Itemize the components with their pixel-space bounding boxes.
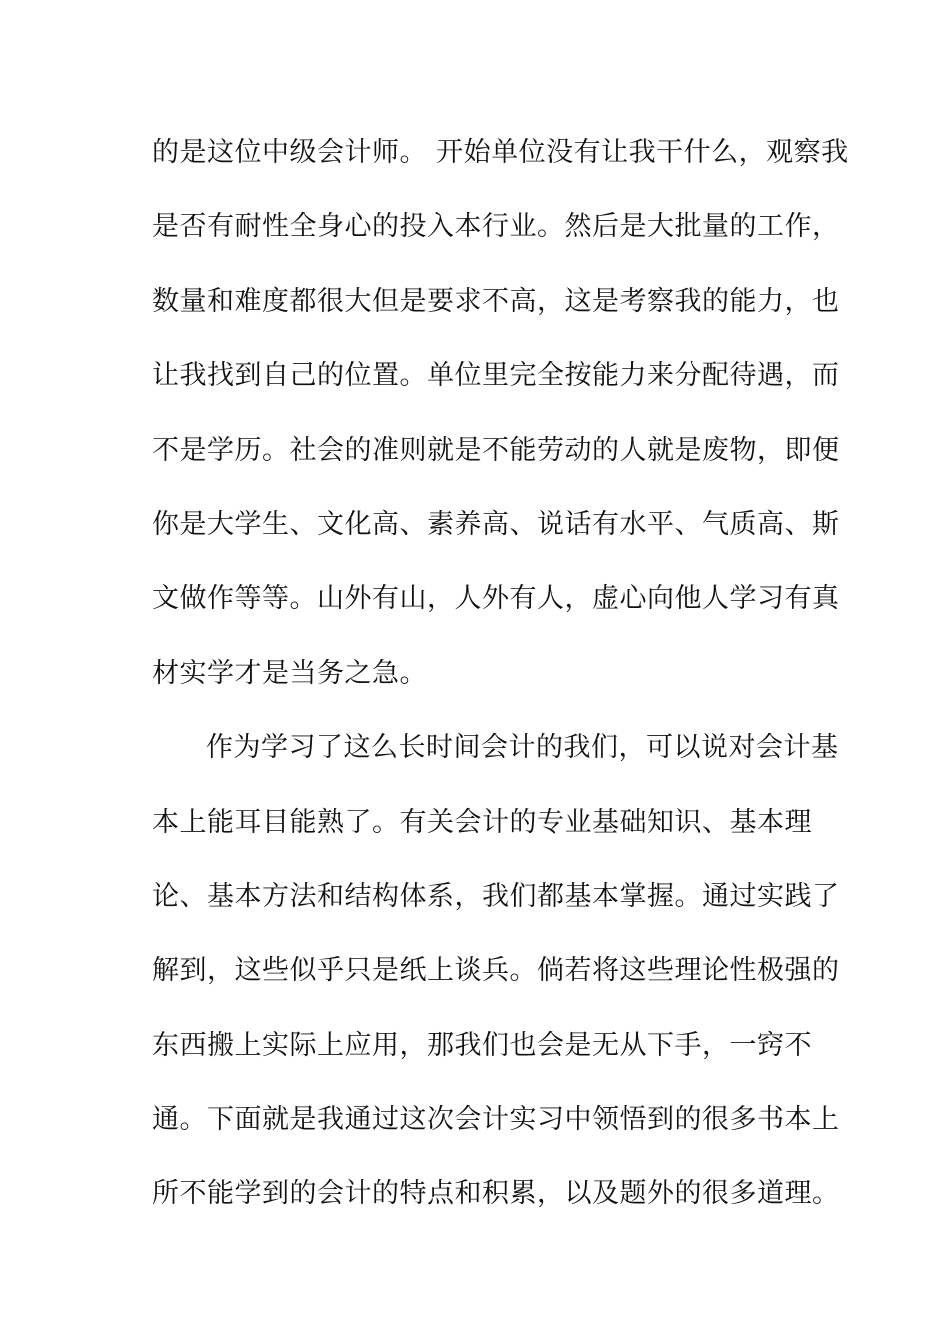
text-line: 不是学历。社会的准则就是不能劳动的人就是废物，即便 (152, 434, 840, 466)
text-line: 是否有耐性全身心的投入本行业。然后是大批量的工作， (152, 211, 840, 243)
text-line: 解到，这些似乎只是纸上谈兵。倘若将这些理论性极强的 (152, 955, 840, 987)
text-line: 本上能耳目能熟了。有关会计的专业基础知识、基本理 (152, 806, 812, 838)
text-line: 论、基本方法和结构体系，我们都基本掌握。通过实践了 (152, 880, 840, 912)
text-line: 数量和难度都很大但是要求不高，这是考察我的能力，也 (152, 285, 840, 317)
text-line: 所不能学到的会计的特点和积累，以及题外的很多道理。 (152, 1178, 840, 1210)
text-line: 文做作等等。山外有山，人外有人，虚心向他人学习有真 (152, 583, 840, 615)
text-line: 材实学才是当务之急。 (152, 657, 427, 689)
text-line: 通。下面就是我通过这次会计实习中领悟到的很多书本上 (152, 1104, 840, 1136)
text-line: 的是这位中级会计师。 开始单位没有让我干什么，观察我 (152, 137, 849, 168)
paragraph-1 (152, 128, 849, 723)
text-line: 作为学习了这么长时间会计的我们，可以说对会计基 (206, 732, 839, 764)
text-line: 东西搬上实际上应用，那我们也会是无从下手，一窍不 (152, 1029, 812, 1061)
paragraph-2 (152, 723, 840, 1244)
body-text (152, 128, 849, 1244)
text-line: 你是大学生、文化高、素养高、说话有水平、气质高、斯 (152, 508, 840, 540)
text-line: 让我找到自己的位置。单位里完全按能力来分配待遇，而 (152, 360, 840, 392)
